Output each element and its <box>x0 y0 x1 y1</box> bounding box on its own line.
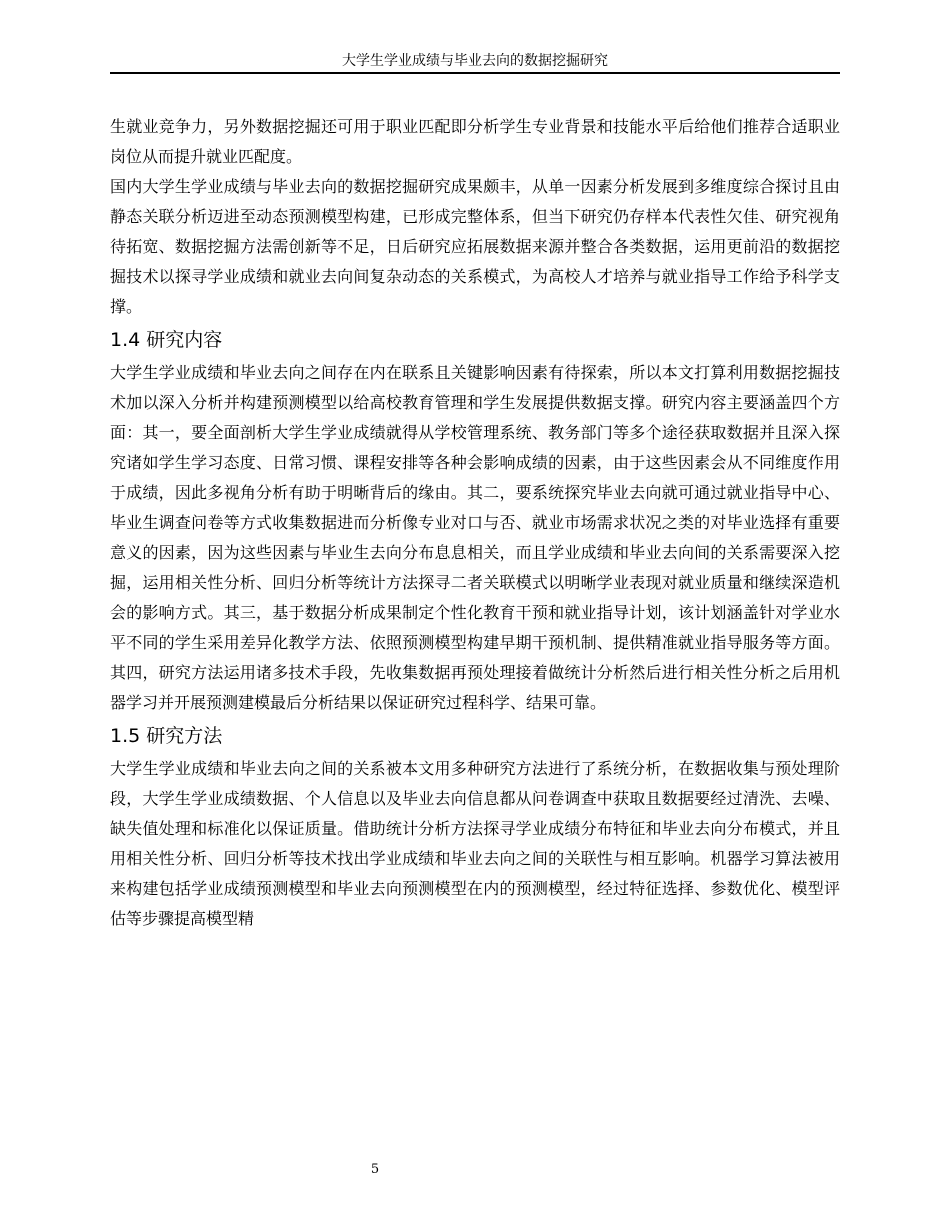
page-number: 5 <box>370 1162 380 1177</box>
body-paragraph: 生就业竞争力，另外数据挖掘还可用于职业匹配即分析学生专业背景和技能水平后给他们推荐合适职业岗位从而提升就业匹配度。 <box>110 117 840 166</box>
section-heading-1-4: 1.4 研究内容 <box>110 329 223 351</box>
body-paragraph: 大学生学业成绩和毕业去向之间的关系被本文用多种研究方法进行了系统分析，在数据收集与预处理阶段，大学生学业成绩数据、个人信息以及毕业去向信息都从问卷调查中获取且数据要经过清洗、去噪、缺失值处理和标准化以保证质量。借助统计分析方法探寻学业成绩分布特征和毕业去向分布模式，并且用相关性分析、回归分析等技术找出学业成绩和毕业去向之间的关联性与相互影响。机器学习算法被用来构建包括学业成绩预测模型和毕业去向预测模型在内的预测模型，经过特征选择、参数优化、模型评估等步骤提高模型精 <box>110 759 840 928</box>
section-heading-1-5: 1.5 研究方法 <box>110 725 223 747</box>
header-rule <box>110 72 840 74</box>
running-header: 大学生学业成绩与毕业去向的数据挖掘研究 <box>342 53 608 69</box>
page-body <box>110 112 840 934</box>
body-paragraph: 大学生学业成绩和毕业去向之间存在内在联系且关键影响因素有待探索，所以本文打算利用数据挖掘技术加以深入分析并构建预测模型以给高校教育管理和学生发展提供数据支撑。研究内容主要涵盖四个方面：其一，要全面剖析大学生学业成绩就得从学校管理系统、教务部门等多个途径获取数据并且深入探究诸如学生学习态度、日常习惯、课程安排等各种会影响成绩的因素，由于这些因素会从不同维度作用于成绩，因此多视角分析有助于明晰背后的缘由。其二，要系统探究毕业去向就可通过就业指导中心、毕业生调查问卷等方式收集数据进而分析像专业对口与否、就业市场需求状况之类的对毕业选择有重要意义的因素，因为这些因素与毕业生去向分布息息相关，而且学业成绩和毕业去向间的关系需要深入挖掘，运用相关性分析、回归分析等统计方法探寻二者关联模式以明晰学业表现对就业质量和继续深造机会的影响方式。其三，基于数据分析成果制定个性化教育干预和就业指导计划，该计划涵盖针对学业水平不同的学生采用差异化教学方法、依照预测模型构建早期干预机制、提供精准就业指导服务等方面。其四，研究方法运用诸多技术手段，先收集数据再预处理接着做统计分析然后进行相关性分析之后用机器学习并开展预测建模最后分析结果以保证研究过程科学、结果可靠。 <box>110 363 840 712</box>
body-paragraph: 国内大学生学业成绩与毕业去向的数据挖掘研究成果颇丰，从单一因素分析发展到多维度综合探讨且由静态关联分析迈进至动态预测模型构建，已形成完整体系，但当下研究仍存样本代表性欠佳、研究视角待拓宽、数据挖掘方法需创新等不足，日后研究应拓展数据来源并整合各类数据，运用更前沿的数据挖掘技术以探寻学业成绩和就业去向间复杂动态的关系模式，为高校人才培养与就业指导工作给予科学支撑。 <box>110 177 840 316</box>
